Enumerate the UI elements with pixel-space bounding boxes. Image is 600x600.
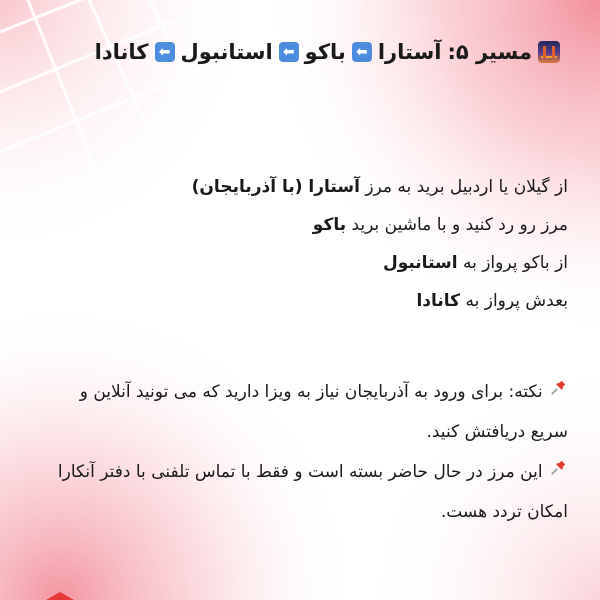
note-text: نکته: برای ورود به آذربایجان نیاز به ویزا دارید که می تونید آنلاین و سریع دریافتش کنید. bbox=[79, 382, 568, 442]
route-steps bbox=[32, 168, 568, 320]
note-item bbox=[40, 452, 568, 532]
title-stop-3: استانبول bbox=[180, 40, 273, 64]
route-highlight: باکو bbox=[312, 215, 347, 235]
left-arrow-icon: ⬅ bbox=[155, 42, 175, 62]
route-line bbox=[32, 206, 568, 244]
route-text: از گیلان یا اردبیل برید به مرز bbox=[359, 177, 568, 197]
route-highlight: استانبول bbox=[382, 253, 458, 273]
title-prefix: مسیر ۵: bbox=[447, 40, 532, 64]
pushpin-icon bbox=[548, 372, 568, 412]
route-highlight: آستارا (با آذربایجان) bbox=[191, 177, 360, 197]
left-arrow-icon: ⬅ bbox=[352, 42, 372, 62]
route-text: بعدش پرواز به bbox=[460, 291, 568, 311]
title-stop-2: باکو bbox=[304, 40, 346, 64]
note-text: این مرز در حال حاضر بسته است و فقط با تماس تلفنی با دفتر آنکارا امکان تردد هست. bbox=[57, 462, 568, 522]
route-line bbox=[32, 168, 568, 206]
route-text: مرز رو رد کنید و با ماشین برید bbox=[346, 215, 568, 235]
note-item bbox=[40, 372, 568, 452]
left-arrow-icon: ⬅ bbox=[279, 42, 299, 62]
pushpin-icon bbox=[548, 452, 568, 492]
notes bbox=[40, 372, 568, 532]
bridge-at-night-icon bbox=[538, 41, 560, 63]
route-line bbox=[32, 244, 568, 282]
title-stop-4: کانادا bbox=[94, 40, 149, 64]
route-highlight: کانادا bbox=[416, 291, 461, 311]
route-text: از باکو پرواز به bbox=[457, 253, 568, 273]
page-title bbox=[40, 40, 560, 64]
title-stop-1: آستارا bbox=[377, 40, 442, 64]
route-line bbox=[32, 282, 568, 320]
